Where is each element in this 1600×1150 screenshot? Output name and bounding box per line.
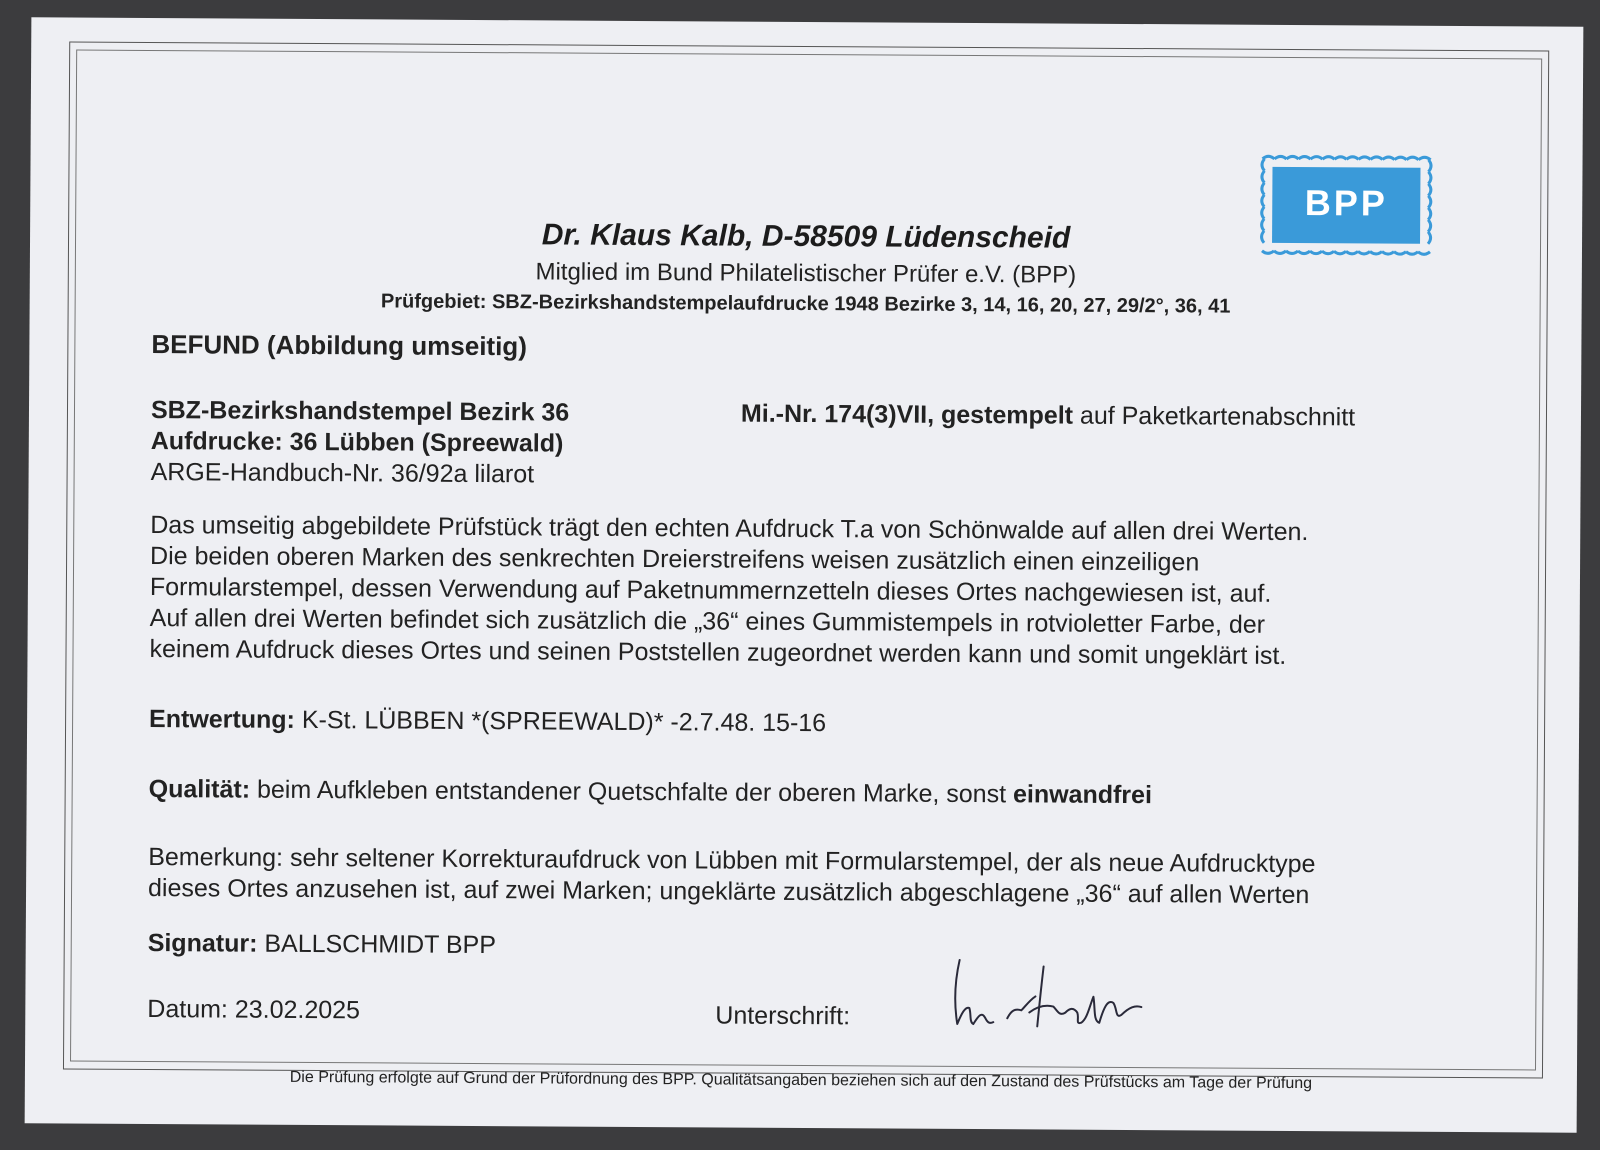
quality-line xyxy=(149,774,1152,811)
signature-mark-line xyxy=(148,928,496,961)
catalog-number-rest: auf Paketkartenabschnitt xyxy=(1072,401,1356,432)
description-line: keinem Aufdruck dieses Ortes und seinen Poststellen zugeordnet werden kann und somit ungeklärt ist. xyxy=(149,635,1287,670)
description-paragraph xyxy=(149,510,1308,672)
handwritten-signature xyxy=(925,948,1146,1039)
footer-disclaimer: Die Prüfung erfolgte auf Grund der Prüfordnung des BPP. Qualitätsangaben beziehen sich auf den Zustand des Prüfstücks am Tage der Prüfung xyxy=(289,1068,1313,1093)
examination-area: Prüfgebiet: SBZ-Bezirkshandstempelaufdrucke 1948 Bezirke 3, 14, 16, 20, 27, 29/2°, 36, 41 xyxy=(380,290,1231,318)
quality-value: beim Aufkleben entstandener Quetschfalte der oberen Marke, sonst xyxy=(249,775,1014,809)
cancellation-label: Entwertung: xyxy=(149,705,296,734)
quality-verdict: einwandfrei xyxy=(1012,780,1153,810)
certificate-sheet xyxy=(25,17,1584,1132)
item-title-line1: SBZ-Bezirkshandstempel Bezirk 36 xyxy=(150,396,570,427)
remark-paragraph xyxy=(148,842,1316,911)
description-line: Das umseitig abgebildete Prüfstück trägt den echten Aufdruck T.a von Schönwalde auf allen drei Werten. xyxy=(150,511,1309,547)
signature-label: Unterschrift: xyxy=(715,1001,851,1031)
catalog-number-bold: Mi.-Nr. 174(3)VII, gestempelt xyxy=(740,399,1074,430)
logo-text: BPP xyxy=(1304,182,1388,224)
cancellation-value: K-St. LÜBBEN *(SPREEWALD)* -2.7.48. 15-16 xyxy=(294,705,827,738)
examiner-name: Dr. Klaus Kalb, D-58509 Lüdenscheid xyxy=(541,218,1071,255)
signature-mark-label: Signatur: xyxy=(147,928,258,958)
signature-mark-value: BALLSCHMIDT BPP xyxy=(257,929,497,960)
cancellation-line xyxy=(149,704,826,739)
description-line: Formularstempel, dessen Verwendung auf Paketnummernzetteln dieses Ortes nachgewiesen ist, auf. xyxy=(149,573,1272,608)
remark-line: dieses Ortes anzusehen ist, auf zwei Marken; ungeklärte zusätzlich abgeschlagene „36“ auf allen Werten xyxy=(147,873,1310,910)
item-handbook-number: ARGE-Handbuch-Nr. 36/92a lilarot xyxy=(150,458,535,489)
description-line: Die beiden oberen Marken des senkrechten Dreierstreifens weisen zusätzlich einen einzeiligen xyxy=(150,542,1200,577)
remark-line: Bemerkung: sehr seltener Korrekturaufdruck von Lübben mit Formularstempel, der als neue Aufdrucktype xyxy=(148,842,1316,879)
catalog-number xyxy=(741,400,1355,433)
item-title-line2: Aufdrucke: 36 Lübben (Spreewald) xyxy=(150,427,564,458)
membership-line: Mitglied im Bund Philatelistischer Prüfer e.V. (BPP) xyxy=(535,258,1077,289)
description-line: Auf allen drei Werten befindet sich zusätzlich die „36“ eines Gummistempels in rotvioletter Farbe, der xyxy=(149,604,1266,639)
quality-label: Qualität: xyxy=(148,775,251,804)
report-heading: BEFUND (Abbildung umseitig) xyxy=(151,329,527,362)
date-line: Datum: 23.02.2025 xyxy=(147,994,361,1025)
